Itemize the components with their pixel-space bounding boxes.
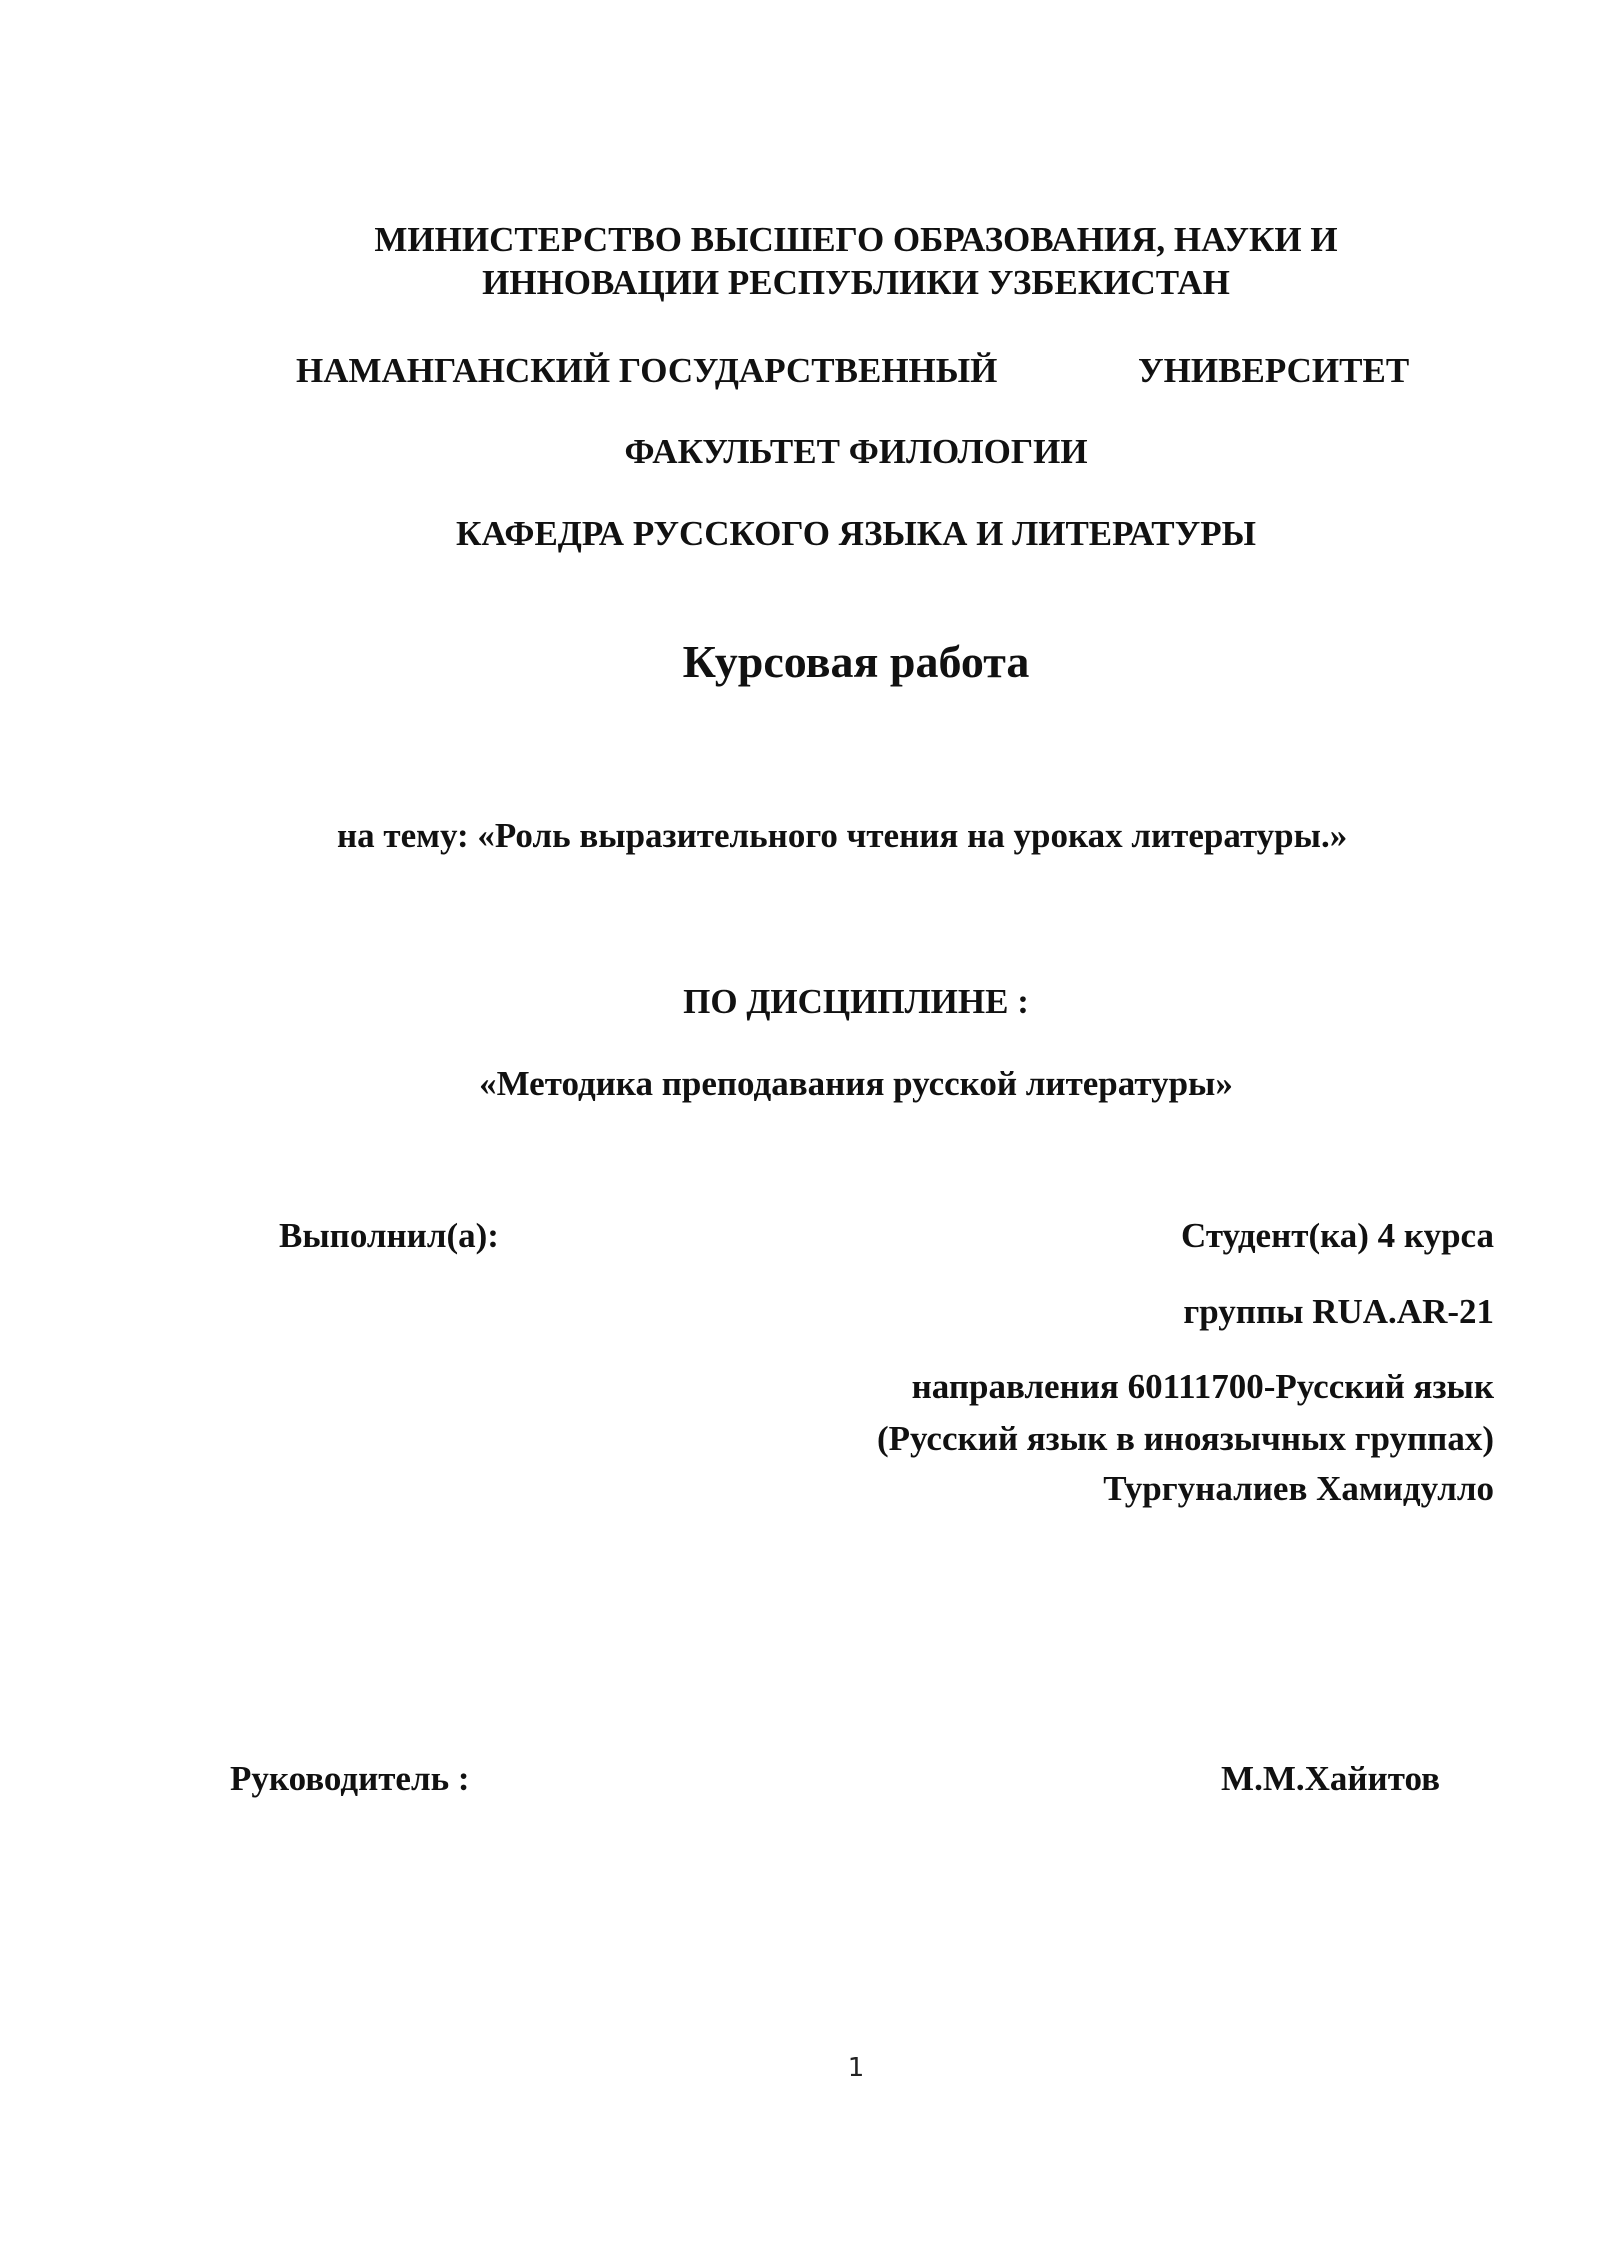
author-label: Выполнил(а):: [279, 1216, 499, 1255]
faculty-name: ФАКУЛЬТЕТ ФИЛОЛОГИИ: [624, 432, 1088, 471]
discipline-name: «Методика преподавания русской литературы»: [479, 1064, 1233, 1103]
ministry-line-1: МИНИСТЕРСТВО ВЫСШЕГО ОБРАЗОВАНИЯ, НАУКИ И: [374, 220, 1338, 259]
page-number: 1: [847, 2053, 865, 2083]
university-name-part-2: УНИВЕРСИТЕТ: [1138, 351, 1410, 390]
document-title: Курсовая работа: [682, 636, 1030, 687]
author-name: Тургуналиев Хамидулло: [1103, 1469, 1494, 1508]
ministry-line-2: ИННОВАЦИИ РЕСПУБЛИКИ УЗБЕКИСТАН: [482, 263, 1230, 302]
author-group: группы RUA.AR-21: [1183, 1292, 1494, 1331]
supervisor-name: М.М.Хайитов: [1221, 1759, 1440, 1798]
author-course: Студент(ка) 4 курса: [1181, 1216, 1494, 1255]
work-topic: на тему: «Роль выразительного чтения на уроках литературы.»: [337, 816, 1348, 855]
discipline-label: ПО ДИСЦИПЛИНЕ :: [683, 982, 1029, 1021]
department-name: КАФЕДРА РУССКОГО ЯЗЫКА И ЛИТЕРАТУРЫ: [455, 514, 1257, 553]
supervisor-label: Руководитель :: [230, 1759, 470, 1798]
university-name-part-1: НАМАНГАНСКИЙ ГОСУДАРСТВЕННЫЙ: [296, 351, 998, 390]
author-direction: направления 60111700-Русский язык: [911, 1367, 1494, 1406]
author-specialization: (Русский язык в иноязычных группах): [876, 1419, 1494, 1458]
